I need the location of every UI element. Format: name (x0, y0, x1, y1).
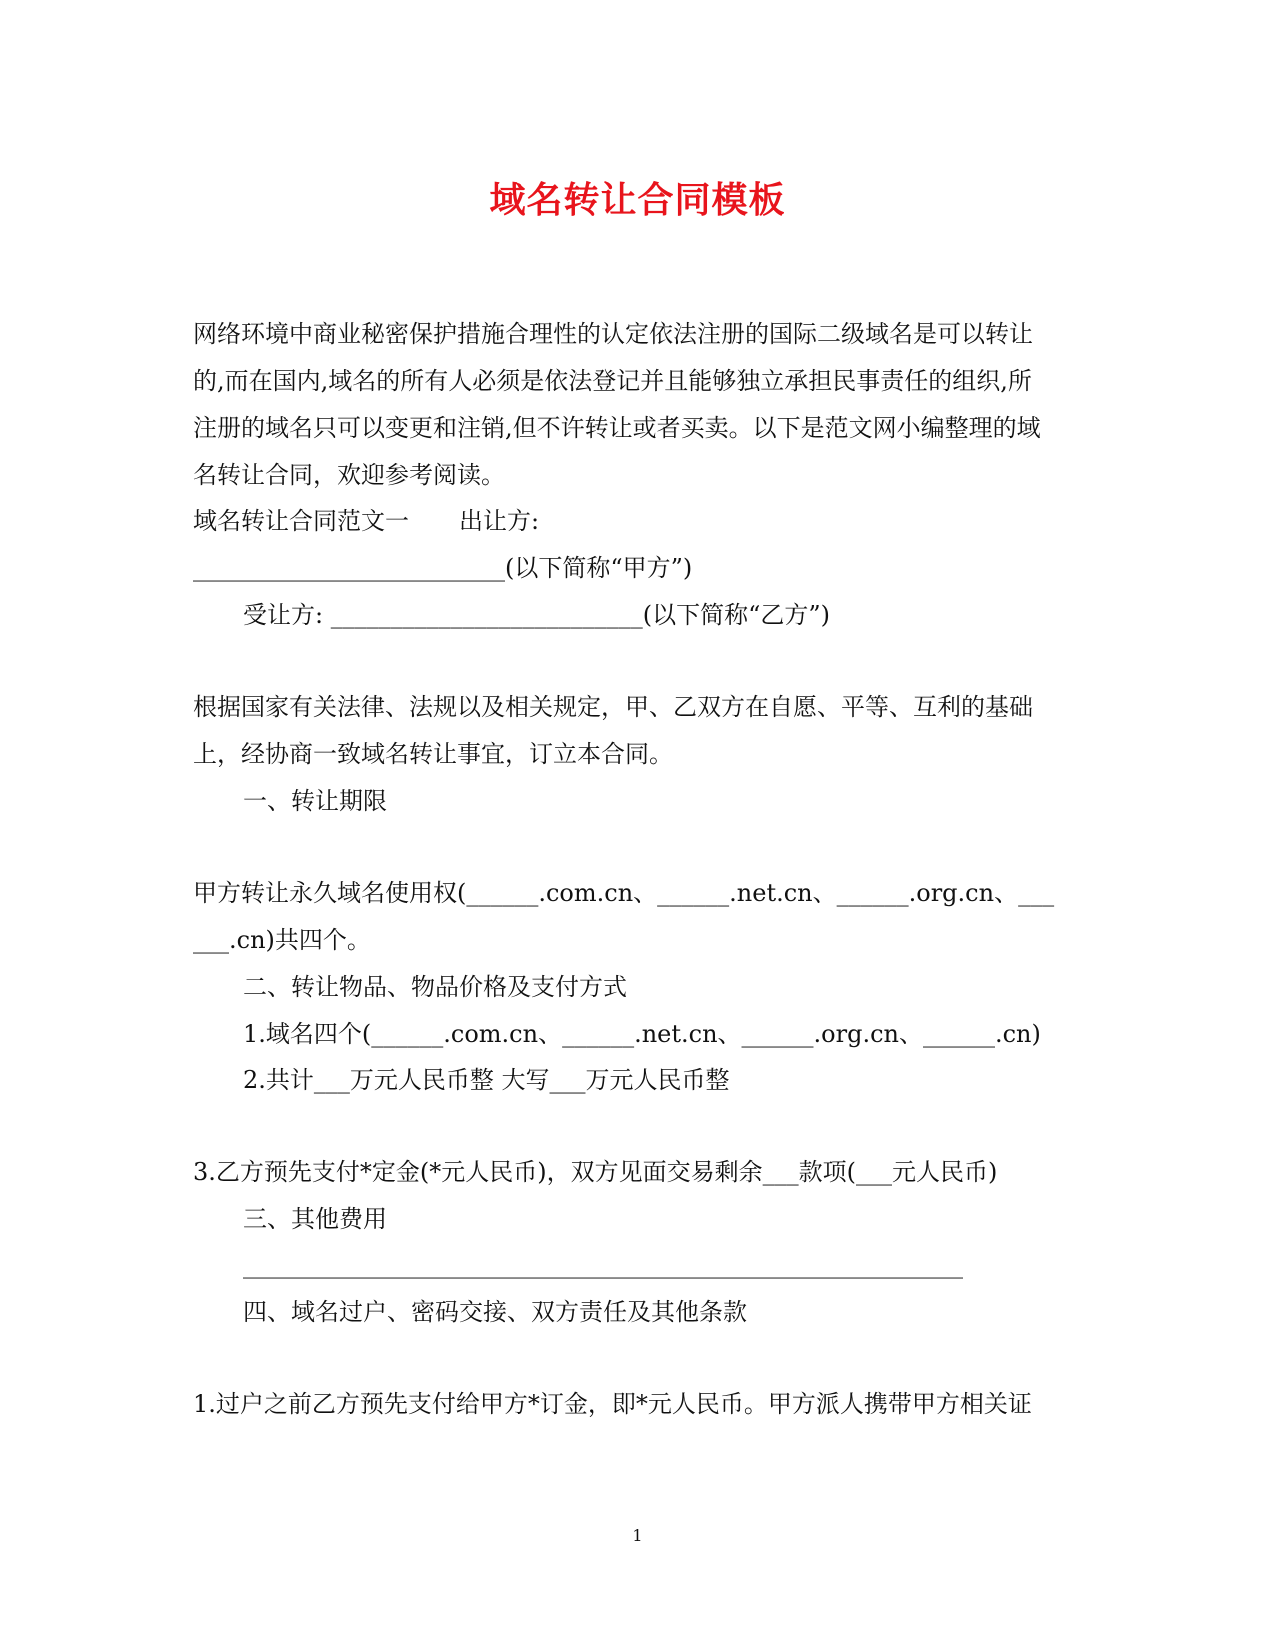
clause-item: 1.过户之前乙方预先支付给甲方*订金，即*元人民币。甲方派人携带甲方相关证 (193, 1390, 1032, 1418)
clause-item: 1.域名四个(______.com.cn、______.net.cn、______.org.cn、______.cn) (243, 1020, 1041, 1048)
paragraph-line: 名转让合同，欢迎参考阅读。 (193, 461, 505, 489)
party-a-line: __________________________(以下简称“甲方”) (193, 554, 693, 582)
section-heading-line (193, 506, 539, 536)
paragraph-line: 上，经协商一致域名转让事宜，订立本合同。 (193, 740, 673, 768)
clause-heading: 二、转让物品、物品价格及支付方式 (243, 973, 627, 1001)
blank-fill-line: ____________________________________________________________ (243, 1251, 963, 1279)
page-number: 1 (632, 1526, 643, 1545)
paragraph-line: 网络环境中商业秘密保护措施合理性的认定依法注册的国际二级域名是可以转让 (193, 320, 1033, 348)
document-title: 域名转让合同模板 (489, 179, 786, 221)
party-b-line: 受让方: __________________________(以下简称“乙方”) (243, 601, 830, 629)
paragraph-line: 甲方转让永久域名使用权(______.com.cn、______.net.cn、______.org.cn、___ (193, 879, 1055, 907)
clause-heading: 三、其他费用 (243, 1205, 387, 1233)
sample-heading: 域名转让合同范文一 (193, 507, 409, 535)
clause-item: 3.乙方预先支付*定金(*元人民币)，双方见面交易剩余___款项(___元人民币) (193, 1158, 998, 1186)
assignor-label: 出让方: (459, 507, 540, 535)
paragraph-line: 的,而在国内,域名的所有人必须是依法登记并且能够独立承担民事责任的组织,所 (193, 367, 1032, 395)
clause-heading: 四、域名过户、密码交接、双方责任及其他条款 (243, 1298, 747, 1326)
paragraph-line: 注册的域名只可以变更和注销,但不许转让或者买卖。以下是范文网小编整理的域 (193, 414, 1041, 442)
paragraph-line: ___.cn)共四个。 (193, 926, 371, 954)
paragraph-line: 根据国家有关法律、法规以及相关规定，甲、乙双方在自愿、平等、互利的基础 (193, 693, 1033, 721)
clause-heading: 一、转让期限 (243, 787, 387, 815)
clause-item: 2.共计___万元人民币整 大写___万元人民币整 (243, 1066, 730, 1094)
